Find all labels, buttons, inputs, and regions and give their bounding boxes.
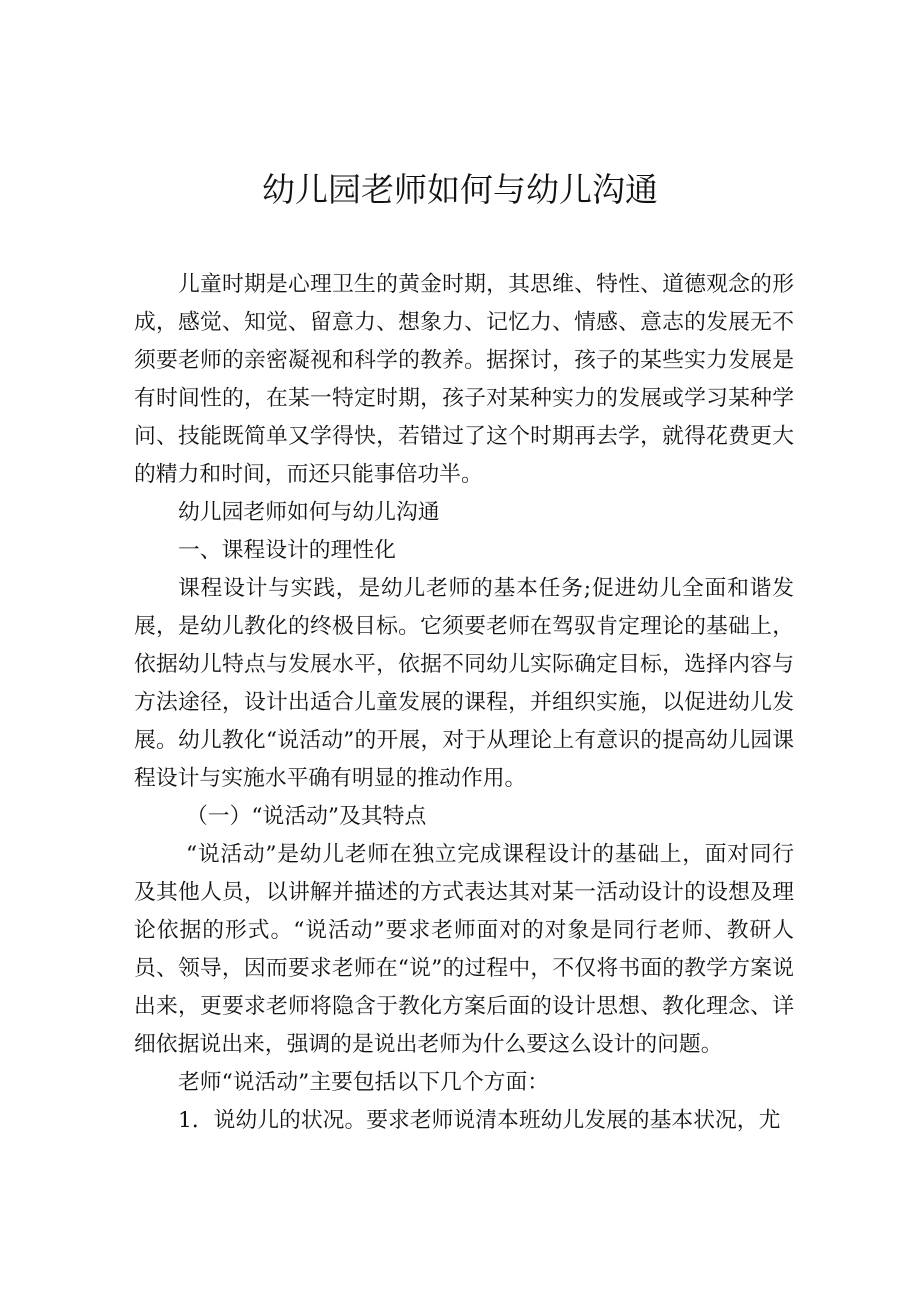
document-title: 幼儿园老师如何与幼儿沟通	[262, 170, 658, 209]
document-body	[134, 266, 794, 1140]
paragraph-activity-definition: “说活动”是幼儿老师在独立完成课程设计的基础上，面对同行及其他人员，以讲解并描述的方式表达其对某一活动设计的设想及理论依据的形式。“说活动”要求老师面对的对象是同行老师、教研人员、领导，因而要求老师在“说”的过程中，不仅将书面的教学方案说出来，更要求老师将隐含于教化方案后面的设计思想、教化理念、详细依据说出来，强调的是说出老师为什么要这么设计的问题。	[134, 842, 794, 1057]
paragraph-curriculum: 课程设计与实践，是幼儿老师的基本任务;促进幼儿全面和谐发展，是幼儿教化的终极目标。它须要老师在驾驭肯定理论的基础上，依据幼儿特点与发展水平，依据不同幼儿实际确定目标，选择内容与方法途径，设计出适合儿童发展的课程，并组织实施，以促进幼儿发展。幼儿教化“说活动”的开展，对于从理论上有意识的提高幼儿园课程设计与实施水平确有明显的推动作用。	[134, 576, 794, 791]
section-heading: 幼儿园老师如何与幼儿沟通	[178, 500, 440, 525]
subsection-heading-activity: （一）“说活动”及其特点	[186, 804, 427, 829]
subsection-heading: 一、课程设计的理性化	[178, 538, 396, 563]
paragraph-intro: 儿童时期是心理卫生的黄金时期，其思维、特性、道德观念的形成，感觉、知觉、留意力、想象力、记忆力、情感、意志的发展无不须要老师的亲密凝视和科学的教养。据探讨，孩子的某些实力发展是有时间性的，在某一特定时期，孩子对某种实力的发展或学习某种学问、技能既简单又学得快，若错过了这个时期再去学，就得花费更大的精力和时间，而还只能事倍功半。	[134, 272, 794, 487]
list-item-1: 1．说幼儿的状况。要求老师说清本班幼儿发展的基本状况，尤	[178, 1108, 781, 1133]
paragraph-activity-aspects: 老师“说活动”主要包括以下几个方面：	[178, 1070, 550, 1095]
